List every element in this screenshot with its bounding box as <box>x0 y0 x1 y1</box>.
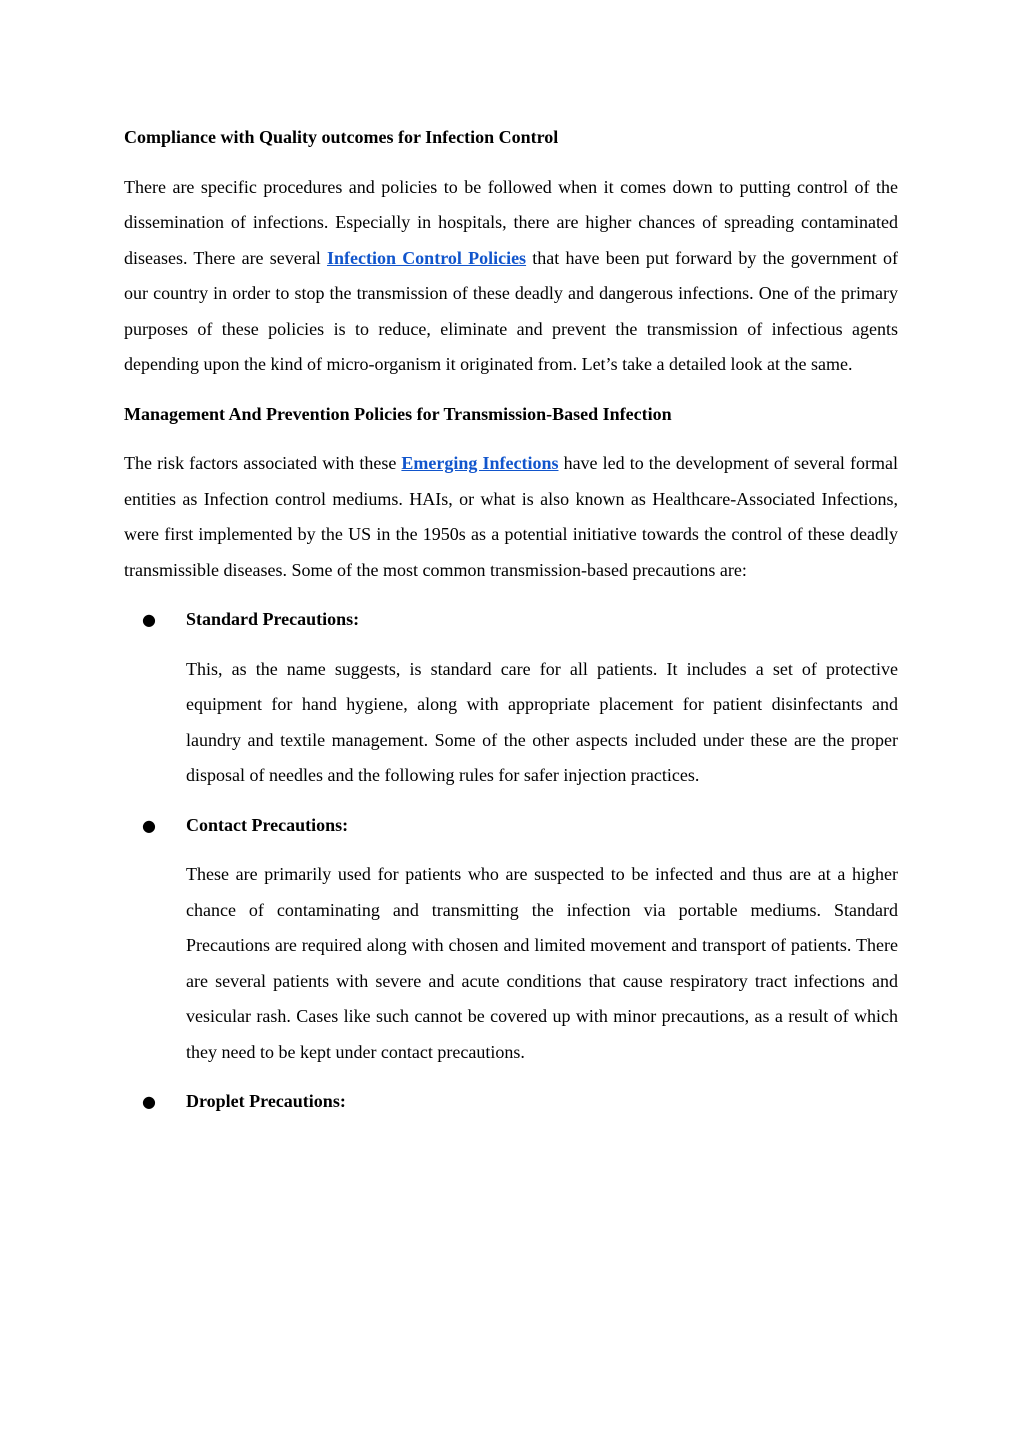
intro-paragraph <box>124 170 898 383</box>
document-page <box>124 120 898 1134</box>
intro-text-end: that have been put forward by the government of our country in order to stop the transmission of these deadly and dangerous infections. One of the primary purposes of these policies is to reduce, eliminate and prevent the transmission of infectious agents depending upon the kind of micro-organism it originated from. Let’s take a detailed look at the same. <box>124 247 898 374</box>
emerging-infections-link[interactable]: Emerging Infections <box>401 453 559 473</box>
bullet-icon: ● <box>142 610 156 629</box>
section-heading-infection-control: Compliance with Quality outcomes for Infection Control <box>124 127 559 147</box>
risk-text-start: The risk factors associated with these <box>124 453 402 473</box>
list-item-standard-precautions <box>124 602 898 794</box>
risk-factors-paragraph <box>124 446 898 588</box>
bullet-title: Standard Precautions: <box>186 609 360 629</box>
bullet-body: This, as the name suggests, is standard care for all patients. It includes a set of protective equipment for hand hygiene, along with appropriate placement for patient disinfectants and laundry and textile management. Some of the other aspects included under these are the proper disposal of needles and the following rules for safer injection practices. <box>186 658 898 785</box>
section-heading-management-prevention: Management And Prevention Policies for Transmission-Based Infection <box>124 403 672 424</box>
bullet-icon: ● <box>142 1092 156 1111</box>
intro-text-start: There are specific procedures and policies to be followed when it comes down to putting control of the dissemination of infections. Especially in hospitals, there are higher chances of spreading contaminated diseases. There are several <box>124 176 898 268</box>
bullet-title: Droplet Precautions: <box>186 1091 346 1111</box>
bullet-body: These are primarily used for patients who are suspected to be infected and thus are at a higher chance of contaminating and transmitting the infection via portable mediums. Standard Precautions are required along with chosen and limited movement and transport of patients. There are several patients with severe and acute conditions that cause respiratory tract infections and vesicular rash. Cases like such cannot be covered up with minor precautions, as a result of which they need to be kept under contact precautions. <box>186 864 898 1062</box>
bullet-icon: ● <box>142 815 156 835</box>
risk-text-end: have led to the development of several formal entities as Infection control mediums. HAIs, or what is also known as Healthcare-Associated Infections, were first implemented by the US in the 1950s as a potential initiative towards the control of these deadly transmissible diseases. Some of the most common transmission-based precautions are: <box>124 453 898 580</box>
list-item-droplet-precautions <box>124 1084 898 1120</box>
infection-control-policies-link[interactable]: Infection Control Policies <box>326 247 527 268</box>
list-item-contact-precautions <box>124 808 898 1071</box>
bullet-title: Contact Precautions: <box>186 814 349 835</box>
